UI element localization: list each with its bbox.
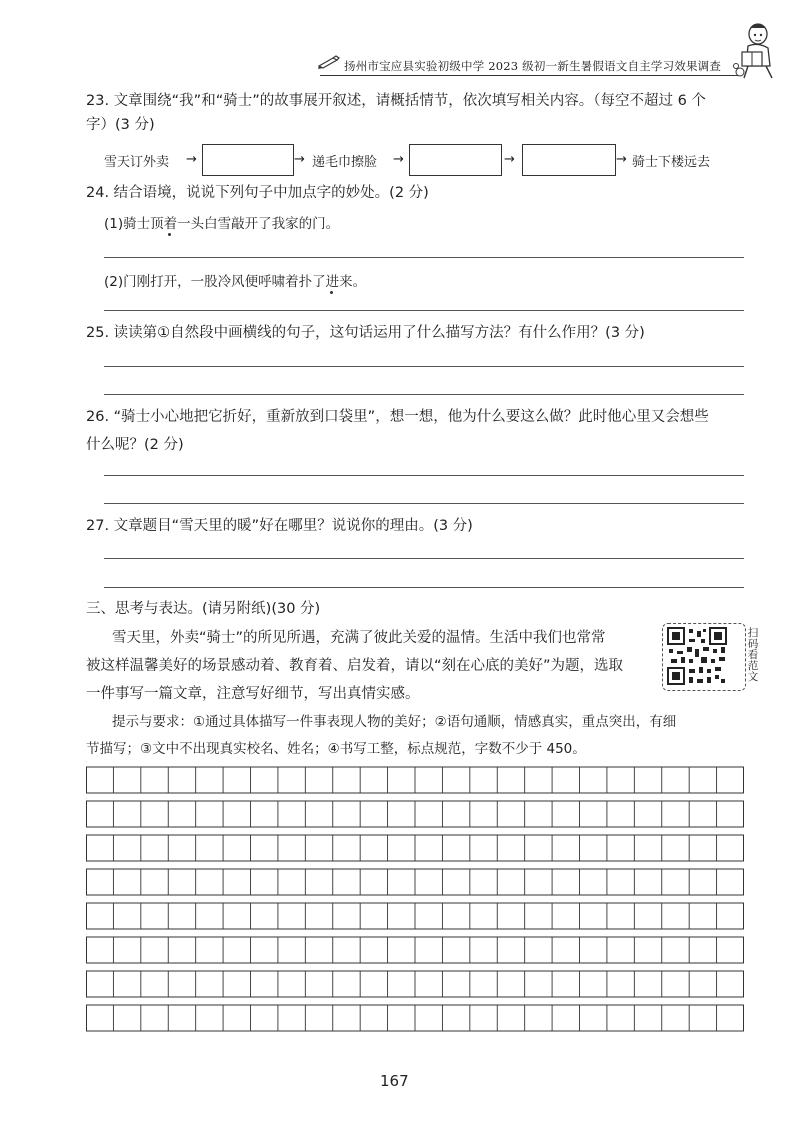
section3-paragraph-line3: 一件事写一篇文章，注意写好细节，写出真情实感。	[86, 686, 420, 702]
answer-line[interactable]	[104, 366, 744, 367]
composition-grid[interactable]	[86, 763, 744, 1035]
answer-line[interactable]	[104, 503, 744, 504]
answer-line[interactable]	[104, 587, 744, 588]
answer-line[interactable]	[104, 257, 744, 258]
q23-answer-box-1[interactable]	[202, 144, 294, 176]
section3-paragraph-line2: 被这样温馨美好的场景感动着、教育着、启发着，请以“刻在心底的美好”为题，选取	[86, 658, 624, 674]
answer-line[interactable]	[104, 475, 744, 476]
q26-prompt-line1: 26. “骑士小心地把它折好，重新放到口袋里”，想一想，他为什么要这么做？此时他心里又会想些	[86, 409, 709, 425]
answer-line[interactable]	[104, 394, 744, 395]
q24-prompt: 24. 结合语境，说说下列句子中加点字的妙处。(2 分)	[86, 185, 429, 201]
q27-prompt: 27. 文章题目“雪天里的暖”好在哪里？说说你的理由。(3 分)	[86, 518, 473, 534]
q23-answer-box-2[interactable]	[409, 144, 502, 176]
q23-arrow: →	[186, 152, 197, 167]
page-number: 167	[380, 1072, 409, 1090]
q23-arrow: →	[504, 152, 515, 167]
header-title: 扬州市宝应县实验初级中学 2023 级初一新生暑假语文自主学习效果调查	[344, 59, 722, 73]
q23-arrow: →	[616, 152, 627, 167]
section3-requirements-line1: 提示与要求：①通过具体描写一件事表现人物的美好；②语句通顺，情感真实，重点突出，有细	[112, 714, 677, 730]
q24-sentence-2: (2)门刚打开，一股冷风便呼啸着扑了进来。	[104, 274, 367, 290]
q23-flow-step-3: 骑士下楼远去	[632, 155, 711, 170]
q23-flow-step-2: 递毛巾擦脸	[312, 155, 378, 170]
qr-code-label: 扫码看范文	[747, 627, 759, 683]
pen-icon	[318, 55, 340, 69]
q24-sentence-1: (1)骑士顶着一头白雪敲开了我家的门。	[104, 216, 340, 232]
emphasis-dot	[168, 233, 171, 236]
answer-line[interactable]	[104, 558, 744, 559]
section3-heading: 三、思考与表达。(请另附纸)(30 分)	[86, 601, 321, 617]
q23-prompt-line1: 23. 文章围绕“我”和“骑士”的故事展开叙述，请概括情节，依次填写相关内容。（每空不超过 6 个	[86, 93, 706, 109]
reading-boy-icon	[732, 20, 780, 82]
answer-line[interactable]	[104, 310, 744, 311]
q23-prompt-line2: 字）(3 分)	[86, 117, 155, 133]
q26-prompt-line2: 什么呢？(2 分)	[86, 437, 184, 453]
qr-code-frame[interactable]	[662, 623, 746, 691]
header-rule	[320, 75, 738, 76]
qr-code-icon	[667, 627, 727, 685]
q23-arrow: →	[393, 152, 404, 167]
section3-requirements-line2: 节描写；③文中不出现真实校名、姓名；④书写工整，标点规范，字数不少于 450。	[86, 741, 586, 757]
q25-prompt: 25. 读读第①自然段中画横线的句子，这句话运用了什么描写方法？有什么作用？(3 分)	[86, 325, 645, 341]
section3-paragraph-line1: 雪天里，外卖“骑士”的所见所遇，充满了彼此关爱的温情。生活中我们也常常	[112, 630, 606, 646]
q23-flow-step-1: 雪天订外卖	[104, 155, 170, 170]
q23-answer-box-3[interactable]	[522, 144, 616, 176]
emphasis-dot	[330, 291, 333, 294]
q23-arrow: →	[294, 152, 305, 167]
